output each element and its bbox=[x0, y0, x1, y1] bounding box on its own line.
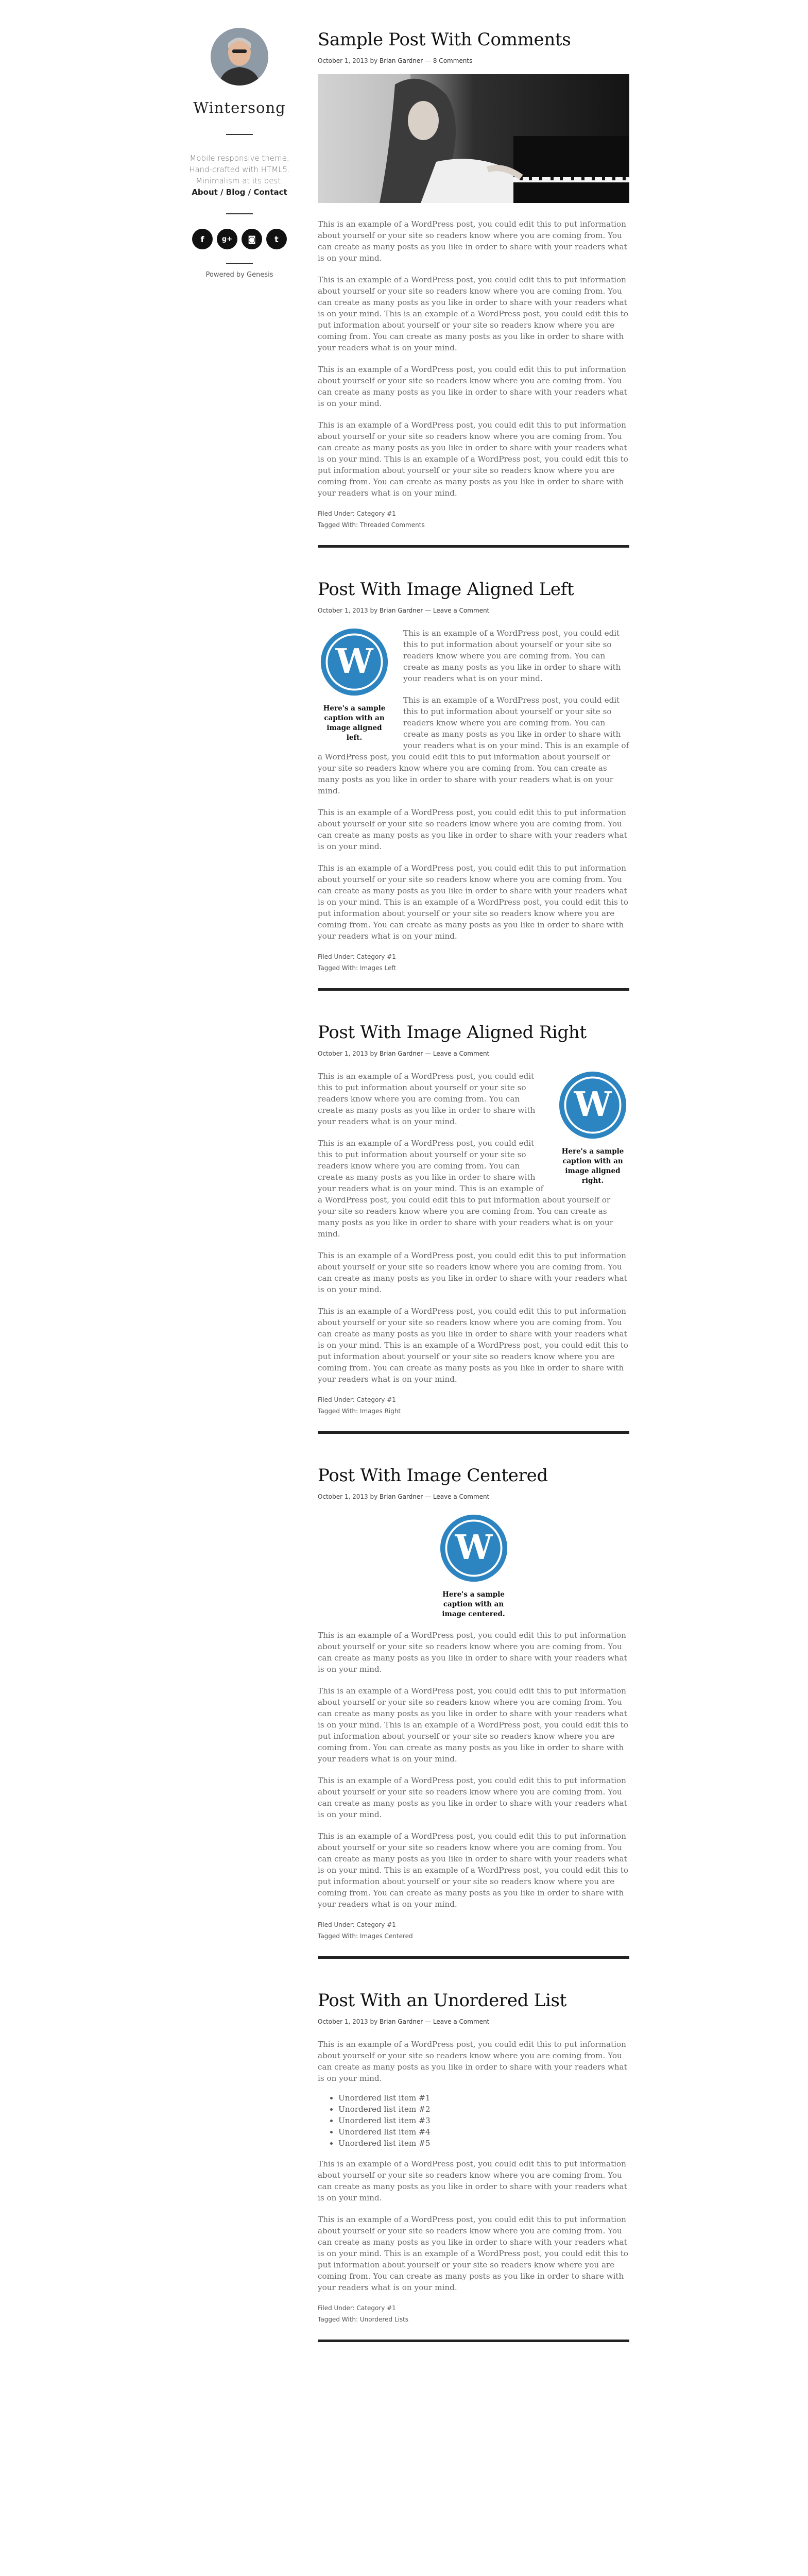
tagged-label: Tagged With: bbox=[318, 964, 358, 972]
post-paragraph: This is an example of a WordPress post, you could edit this to put information about yourself or your site so readers know where you are coming from. You can create as many posts as you like in order to share with your readers what is on your mind. This is an example of a WordPress post, you could edit this to put information about yourself or your site so readers know where you are coming from. You can create as many posts as you like in order to share with your readers what is on your mind. bbox=[318, 1832, 628, 1909]
post-body bbox=[318, 1514, 629, 1910]
category-link[interactable]: Category #1 bbox=[356, 1921, 396, 1928]
nav-contact[interactable]: Contact bbox=[253, 188, 287, 197]
post bbox=[318, 28, 629, 548]
tag-link[interactable]: Threaded Comments bbox=[359, 521, 425, 529]
image-caption: Here's a sample caption with an image aligned left. bbox=[323, 704, 386, 742]
svg-text:W: W bbox=[574, 1085, 612, 1125]
post-divider bbox=[318, 2340, 629, 2342]
twitter-icon[interactable]: t bbox=[266, 229, 287, 249]
post-paragraph: This is an example of a WordPress post, you could edit this to put information about yourself or your site so readers know where you are coming from. You can create as many posts as you like in order to share with your readers what is on your mind. This is an example of a WordPress post, you could edit this to put information about yourself or your site so readers know where you are coming from. You can create as many posts as you like in order to share with your readers what is on your mind. bbox=[318, 696, 629, 795]
post-paragraph: This is an example of a WordPress post, you could edit this to put information about yourself or your site so readers know where you are coming from. You can create as many posts as you like in order to share with your readers what is on your mind. bbox=[318, 1776, 627, 1819]
meta-dash: — bbox=[425, 2018, 432, 2025]
category-link[interactable]: Category #1 bbox=[356, 953, 396, 960]
meta-dash: — bbox=[425, 1050, 432, 1057]
post-author[interactable]: Brian Gardner bbox=[380, 1493, 423, 1500]
nav-about[interactable]: About bbox=[192, 188, 218, 197]
facebook-icon[interactable]: f bbox=[192, 229, 213, 249]
post-comments-link[interactable]: 8 Comments bbox=[433, 57, 473, 64]
list-item: • Unordered list item #2 bbox=[338, 2104, 629, 2115]
post bbox=[318, 578, 629, 991]
wordpress-logo-icon[interactable] bbox=[558, 1071, 627, 1140]
image-caption: Here's a sample caption with an image aligned right. bbox=[561, 1147, 624, 1185]
post-footer-meta bbox=[318, 1394, 629, 1417]
svg-text:W: W bbox=[335, 642, 373, 682]
post-date: October 1, 2013 bbox=[318, 2018, 368, 2025]
post-author[interactable]: Brian Gardner bbox=[380, 2018, 423, 2025]
list-item: • Unordered list item #5 bbox=[338, 2138, 629, 2149]
category-link[interactable]: Category #1 bbox=[356, 2304, 396, 2312]
post-divider bbox=[318, 545, 629, 548]
image-caption: Here's a sample caption with an image centered. bbox=[442, 1590, 505, 1618]
filed-label: Filed Under: bbox=[318, 510, 355, 517]
post-title[interactable]: Post With Image Centered bbox=[318, 1465, 548, 1486]
post-paragraph: This is an example of a WordPress post, you could edit this to put information about yourself or your site so readers know where you are coming from. You can create as many posts as you like in order to share with your readers what is on your mind. bbox=[403, 629, 621, 683]
post-footer-meta bbox=[318, 951, 629, 974]
post-author[interactable]: Brian Gardner bbox=[380, 607, 423, 614]
svg-text:W: W bbox=[454, 1528, 493, 1568]
tagline-line: Minimalism at its best. bbox=[196, 176, 283, 185]
post-divider bbox=[318, 988, 629, 991]
meta-by: by bbox=[370, 1493, 378, 1500]
post-divider bbox=[318, 1431, 629, 1434]
sidebar-nav bbox=[170, 187, 309, 198]
instagram-icon[interactable]: ◙ bbox=[242, 229, 262, 249]
post-tags bbox=[318, 2314, 629, 2325]
tag-link[interactable]: Images Left bbox=[359, 964, 397, 972]
post-comments-link[interactable]: Leave a Comment bbox=[433, 1050, 490, 1057]
post-title[interactable]: Post With an Unordered List bbox=[318, 1990, 567, 2011]
post-tags bbox=[318, 519, 629, 531]
post-categories bbox=[318, 1394, 629, 1405]
post bbox=[318, 1464, 629, 1959]
image-aligned-left bbox=[318, 628, 391, 743]
post-divider bbox=[318, 1956, 629, 1959]
nav-blog[interactable]: Blog bbox=[226, 188, 246, 197]
post-author[interactable]: Brian Gardner bbox=[380, 57, 423, 64]
post-body bbox=[318, 74, 629, 499]
site-title[interactable]: Wintersong bbox=[193, 99, 286, 116]
post-title[interactable]: Post With Image Aligned Right bbox=[318, 1022, 587, 1043]
post-paragraph: This is an example of a WordPress post, you could edit this to put information about yourself or your site so readers know where you are coming from. You can create as many posts as you like in order to share with your readers what is on your mind. bbox=[318, 219, 627, 263]
meta-dash: — bbox=[425, 57, 432, 64]
post bbox=[318, 1989, 629, 2342]
post-meta bbox=[318, 57, 629, 65]
list-item: • Unordered list item #3 bbox=[338, 2115, 629, 2126]
meta-by: by bbox=[370, 57, 378, 64]
post-meta bbox=[318, 1493, 629, 1501]
post-categories bbox=[318, 1919, 629, 1930]
post-footer-meta bbox=[318, 2302, 629, 2325]
wordpress-logo-icon[interactable] bbox=[439, 1514, 508, 1583]
tagline bbox=[170, 152, 309, 187]
featured-image[interactable] bbox=[318, 74, 629, 203]
sidebar bbox=[170, 28, 309, 279]
wordpress-logo-icon[interactable] bbox=[320, 628, 389, 697]
post-paragraph: This is an example of a WordPress post, you could edit this to put information about yourself or your site so readers know where you are coming from. You can create as many posts as you like in order to share with your readers what is on your mind. This is an example of a WordPress post, you could edit this to put information about yourself or your site so readers know where you are coming from. You can create as many posts as you like in order to share with your readers what is on your mind. bbox=[318, 1686, 628, 1764]
title-divider bbox=[226, 134, 253, 135]
post-date: October 1, 2013 bbox=[318, 607, 368, 614]
post-categories bbox=[318, 951, 629, 962]
post-paragraph: This is an example of a WordPress post, you could edit this to put information about yourself or your site so readers know where you are coming from. You can create as many posts as you like in order to share with your readers what is on your mind. This is an example of a WordPress post, you could edit this to put information about yourself or your site so readers know where you are coming from. You can create as many posts as you like in order to share with your readers what is on your mind. bbox=[318, 420, 628, 498]
tagged-label: Tagged With: bbox=[318, 521, 358, 529]
post-title[interactable]: Post With Image Aligned Left bbox=[318, 579, 574, 600]
filed-label: Filed Under: bbox=[318, 2304, 355, 2312]
meta-by: by bbox=[370, 1050, 378, 1057]
tag-link[interactable]: Images Right bbox=[359, 1408, 401, 1415]
post-paragraph: This is an example of a WordPress post, you could edit this to put information about yourself or your site so readers know where you are coming from. You can create as many posts as you like in order to share with your readers what is on your mind. bbox=[318, 2159, 627, 2202]
meta-by: by bbox=[370, 607, 378, 614]
post bbox=[318, 1021, 629, 1434]
meta-dash: — bbox=[425, 607, 432, 614]
post-paragraph: This is an example of a WordPress post, you could edit this to put information about yourself or your site so readers know where you are coming from. You can create as many posts as you like in order to share with your readers what is on your mind. bbox=[318, 365, 627, 408]
post-meta bbox=[318, 2018, 629, 2026]
post-paragraph: This is an example of a WordPress post, you could edit this to put information about yourself or your site so readers know where you are coming from. You can create as many posts as you like in order to share with your readers what is on your mind. bbox=[318, 808, 627, 851]
post-body bbox=[318, 628, 629, 942]
category-link[interactable]: Category #1 bbox=[356, 1396, 396, 1403]
nav-separator: / bbox=[217, 188, 226, 197]
post-body bbox=[318, 2039, 629, 2293]
nav-separator: / bbox=[245, 188, 254, 197]
category-link[interactable]: Category #1 bbox=[356, 510, 396, 517]
post-paragraph: This is an example of a WordPress post, you could edit this to put information about yourself or your site so readers know where you are coming from. You can create as many posts as you like in order to share with your readers what is on your mind. This is an example of a WordPress post, you could edit this to put information about yourself or your site so readers know where you are coming from. You can create as many posts as you like in order to share with your readers what is on your mind. bbox=[318, 863, 628, 941]
tagged-label: Tagged With: bbox=[318, 2316, 358, 2323]
tag-link[interactable]: Unordered Lists bbox=[359, 2316, 409, 2323]
avatar[interactable] bbox=[211, 28, 268, 86]
post-footer-meta bbox=[318, 508, 629, 531]
social-divider bbox=[226, 263, 253, 264]
nav-divider bbox=[226, 213, 253, 214]
post-paragraph: This is an example of a WordPress post, you could edit this to put information about yourself or your site so readers know where you are coming from. You can create as many posts as you like in order to share with your readers what is on your mind. bbox=[318, 1631, 627, 1674]
post-comments-link[interactable]: Leave a Comment bbox=[433, 1493, 490, 1500]
post-paragraph: This is an example of a WordPress post, you could edit this to put information about yourself or your site so readers know where you are coming from. You can create as many posts as you like in order to share with your readers what is on your mind. This is an example of a WordPress post, you could edit this to put information about yourself or your site so readers know where you are coming from. You can create as many posts as you like in order to share with your readers what is on your mind. bbox=[318, 2215, 628, 2292]
powered-by[interactable]: Powered by Genesis bbox=[205, 271, 273, 279]
image-centered bbox=[435, 1514, 512, 1619]
unordered-list bbox=[318, 2092, 629, 2149]
image-aligned-right bbox=[556, 1071, 629, 1186]
post-body bbox=[318, 1071, 629, 1385]
tagged-label: Tagged With: bbox=[318, 1408, 358, 1415]
filed-label: Filed Under: bbox=[318, 953, 355, 960]
post-categories bbox=[318, 2302, 629, 2314]
main-content bbox=[318, 28, 629, 2342]
post-title[interactable]: Sample Post With Comments bbox=[318, 29, 571, 50]
post-date: October 1, 2013 bbox=[318, 1050, 368, 1057]
post-tags bbox=[318, 962, 629, 974]
meta-by: by bbox=[370, 2018, 378, 2025]
post-comments-link[interactable]: Leave a Comment bbox=[433, 607, 490, 614]
post-paragraph: This is an example of a WordPress post, you could edit this to put information about yourself or your site so readers know where you are coming from. You can create as many posts as you like in order to share with your readers what is on your mind. bbox=[318, 1251, 627, 1294]
post-tags bbox=[318, 1405, 629, 1417]
post-paragraph: This is an example of a WordPress post, you could edit this to put information about yourself or your site so readers know where you are coming from. You can create as many posts as you like in order to share with your readers what is on your mind. This is an example of a WordPress post, you could edit this to put information about yourself or your site so readers know where you are coming from. You can create as many posts as you like in order to share with your readers what is on your mind. bbox=[318, 1139, 614, 1239]
filed-label: Filed Under: bbox=[318, 1921, 355, 1928]
post-paragraph: This is an example of a WordPress post, you could edit this to put information about yourself or your site so readers know where you are coming from. You can create as many posts as you like in order to share with your readers what is on your mind. bbox=[318, 2040, 627, 2083]
tagline-line: Mobile responsive theme. bbox=[190, 154, 289, 163]
post-meta bbox=[318, 606, 629, 615]
tagged-label: Tagged With: bbox=[318, 1933, 358, 1940]
social-icons bbox=[170, 229, 309, 249]
post-author[interactable]: Brian Gardner bbox=[380, 1050, 423, 1057]
list-item: • Unordered list item #1 bbox=[338, 2092, 629, 2104]
post-paragraph: This is an example of a WordPress post, you could edit this to put information about yourself or your site so readers know where you are coming from. You can create as many posts as you like in order to share with your readers what is on your mind. This is an example of a WordPress post, you could edit this to put information about yourself or your site so readers know where you are coming from. You can create as many posts as you like in order to share with your readers what is on your mind. bbox=[318, 1307, 628, 1384]
tagline-line: Hand-crafted with HTML5. bbox=[189, 165, 290, 174]
google-plus-icon[interactable]: g+ bbox=[217, 229, 237, 249]
post-paragraph: This is an example of a WordPress post, you could edit this to put information about yourself or your site so readers know where you are coming from. You can create as many posts as you like in order to share with your readers what is on your mind. This is an example of a WordPress post, you could edit this to put information about yourself or your site so readers know where you are coming from. You can create as many posts as you like in order to share with your readers what is on your mind. bbox=[318, 275, 628, 352]
filed-label: Filed Under: bbox=[318, 1396, 355, 1403]
post-date: October 1, 2013 bbox=[318, 1493, 368, 1500]
post-meta bbox=[318, 1049, 629, 1058]
meta-dash: — bbox=[425, 1493, 432, 1500]
post-footer-meta bbox=[318, 1919, 629, 1942]
tag-link[interactable]: Images Centered bbox=[359, 1933, 413, 1940]
post-comments-link[interactable]: Leave a Comment bbox=[433, 2018, 490, 2025]
post-paragraph: This is an example of a WordPress post, you could edit this to put information about yourself or your site so readers know where you are coming from. You can create as many posts as you like in order to share with your readers what is on your mind. bbox=[318, 1072, 536, 1126]
post-date: October 1, 2013 bbox=[318, 57, 368, 64]
list-item: • Unordered list item #4 bbox=[338, 2126, 629, 2138]
post-tags bbox=[318, 1930, 629, 1942]
post-categories bbox=[318, 508, 629, 519]
